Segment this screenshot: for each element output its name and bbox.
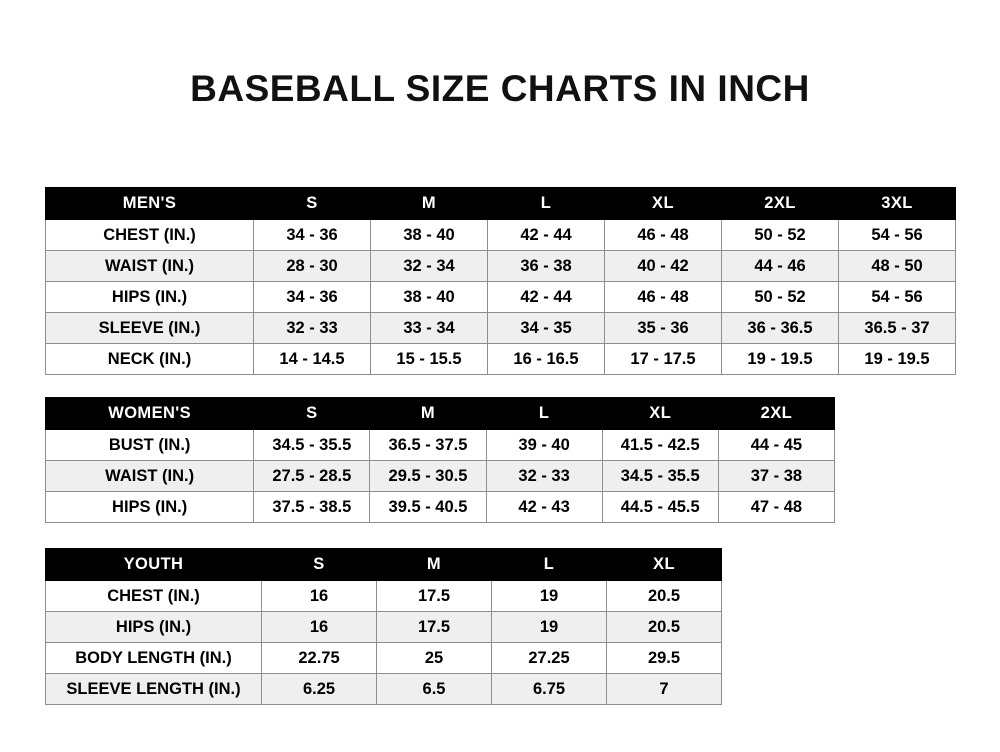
measurement-cell: 16 [262,581,377,612]
measurement-cell: 34.5 - 35.5 [254,430,370,461]
measurement-cell: 42 - 44 [488,282,605,313]
measurement-cell: 36.5 - 37.5 [370,430,486,461]
measurement-cell: 39 - 40 [486,430,602,461]
measurement-cell: 6.75 [492,674,607,705]
measurement-cell: 19 [492,612,607,643]
table-row [46,492,835,523]
row-label: CHEST (IN.) [46,581,262,612]
measurement-cell: 7 [607,674,722,705]
table-row [46,612,722,643]
column-header-size: 3XL [839,188,956,220]
measurement-cell: 34 - 36 [254,282,371,313]
column-header-size: S [254,398,370,430]
measurement-cell: 19 [492,581,607,612]
column-header-size: S [254,188,371,220]
measurement-cell: 25 [377,643,492,674]
column-header-size: XL [602,398,718,430]
row-label: NECK (IN.) [46,344,254,375]
measurement-cell: 44 - 46 [722,251,839,282]
row-label: HIPS (IN.) [46,282,254,313]
table-row [46,430,835,461]
measurement-cell: 54 - 56 [839,220,956,251]
row-label: HIPS (IN.) [46,492,254,523]
table-header-row [46,188,956,220]
table-row [46,344,956,375]
measurement-cell: 6.5 [377,674,492,705]
column-header-size: XL [605,188,722,220]
column-header-size: S [262,549,377,581]
measurement-cell: 41.5 - 42.5 [602,430,718,461]
table-header-row [46,549,722,581]
table-row [46,251,956,282]
measurement-cell: 22.75 [262,643,377,674]
measurement-cell: 36 - 36.5 [722,313,839,344]
measurement-cell: 17.5 [377,581,492,612]
column-header-size: 2XL [722,188,839,220]
measurement-cell: 36 - 38 [488,251,605,282]
table-row [46,581,722,612]
column-header-size: L [486,398,602,430]
measurement-cell: 17 - 17.5 [605,344,722,375]
measurement-cell: 39.5 - 40.5 [370,492,486,523]
measurement-cell: 46 - 48 [605,220,722,251]
measurement-cell: 14 - 14.5 [254,344,371,375]
row-label: SLEEVE LENGTH (IN.) [46,674,262,705]
measurement-cell: 50 - 52 [722,282,839,313]
row-label: WAIST (IN.) [46,461,254,492]
column-header-size: M [371,188,488,220]
measurement-cell: 19 - 19.5 [839,344,956,375]
measurement-cell: 50 - 52 [722,220,839,251]
measurement-cell: 28 - 30 [254,251,371,282]
measurement-cell: 17.5 [377,612,492,643]
column-header-size: L [492,549,607,581]
row-label: BUST (IN.) [46,430,254,461]
measurement-cell: 19 - 19.5 [722,344,839,375]
table-row [46,220,956,251]
measurement-cell: 38 - 40 [371,282,488,313]
column-header-size: M [370,398,486,430]
measurement-cell: 34 - 36 [254,220,371,251]
measurement-cell: 32 - 33 [254,313,371,344]
measurement-cell: 42 - 43 [486,492,602,523]
measurement-cell: 27.5 - 28.5 [254,461,370,492]
row-label: WAIST (IN.) [46,251,254,282]
measurement-cell: 20.5 [607,581,722,612]
row-label: SLEEVE (IN.) [46,313,254,344]
measurement-cell: 37.5 - 38.5 [254,492,370,523]
column-header-category: MEN'S [46,188,254,220]
table-row [46,643,722,674]
measurement-cell: 47 - 48 [718,492,834,523]
column-header-size: M [377,549,492,581]
measurement-cell: 46 - 48 [605,282,722,313]
measurement-cell: 38 - 40 [371,220,488,251]
column-header-category: YOUTH [46,549,262,581]
table-header-row [46,398,835,430]
measurement-cell: 44.5 - 45.5 [602,492,718,523]
measurement-cell: 37 - 38 [718,461,834,492]
table-row [46,461,835,492]
measurement-cell: 36.5 - 37 [839,313,956,344]
measurement-cell: 33 - 34 [371,313,488,344]
womens-size-table [45,397,835,523]
table-row [46,282,956,313]
table-row [46,674,722,705]
measurement-cell: 48 - 50 [839,251,956,282]
column-header-category: WOMEN'S [46,398,254,430]
measurement-cell: 29.5 [607,643,722,674]
column-header-size: XL [607,549,722,581]
measurement-cell: 20.5 [607,612,722,643]
table-row [46,313,956,344]
column-header-size: 2XL [718,398,834,430]
measurement-cell: 15 - 15.5 [371,344,488,375]
measurement-cell: 6.25 [262,674,377,705]
row-label: CHEST (IN.) [46,220,254,251]
measurement-cell: 16 [262,612,377,643]
measurement-cell: 32 - 34 [371,251,488,282]
page-title: BASEBALL SIZE CHARTS IN INCH [190,68,810,109]
column-header-size: L [488,188,605,220]
measurement-cell: 29.5 - 30.5 [370,461,486,492]
measurement-cell: 16 - 16.5 [488,344,605,375]
row-label: BODY LENGTH (IN.) [46,643,262,674]
measurement-cell: 44 - 45 [718,430,834,461]
measurement-cell: 54 - 56 [839,282,956,313]
measurement-cell: 34.5 - 35.5 [602,461,718,492]
youth-size-table [45,548,722,705]
measurement-cell: 35 - 36 [605,313,722,344]
measurement-cell: 42 - 44 [488,220,605,251]
measurement-cell: 34 - 35 [488,313,605,344]
measurement-cell: 40 - 42 [605,251,722,282]
measurement-cell: 32 - 33 [486,461,602,492]
measurement-cell: 27.25 [492,643,607,674]
row-label: HIPS (IN.) [46,612,262,643]
mens-size-table [45,187,956,375]
